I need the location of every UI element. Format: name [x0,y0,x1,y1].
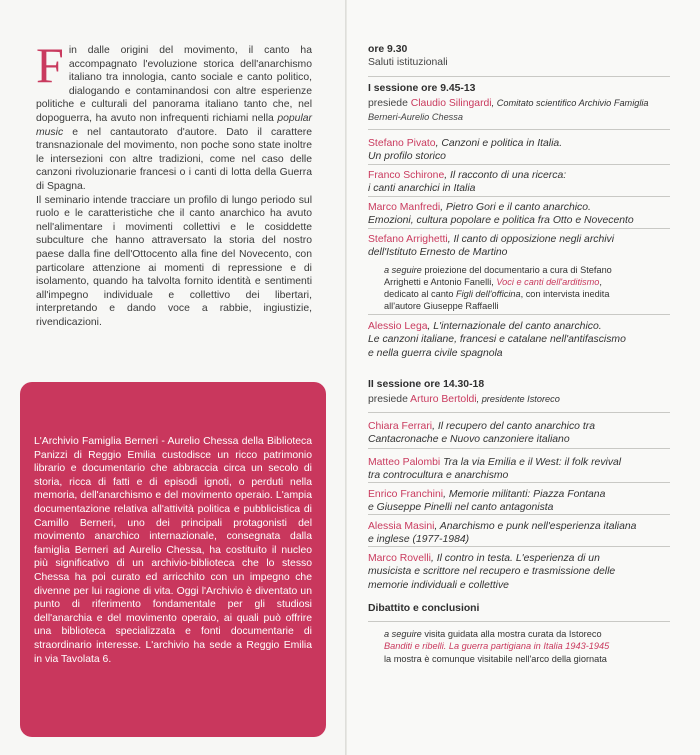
divider [368,621,670,622]
speaker: Alessio Lega [368,321,428,332]
talk: Enrico Franchini, Memorie militanti: Piazza Fontana e Giuseppe Pinelli nel canto antagonista [368,489,606,514]
divider [368,129,670,130]
session-2-title: II sessione ore 14.30-18 [368,379,485,390]
divider [368,228,670,229]
intro-p1-end: e nel cantautorato d'autore. Dato il carattere transnazionale del movimento, non poche sono state inoltre le intersezioni con altre tradizioni, come nel caso delle canzoni rivoluzionarie francesi o i canti di lotta della Guerra di Spagna. [36,126,312,192]
drop-cap: F [36,37,64,93]
divider [368,196,670,197]
opening [368,43,668,70]
chair-name: Arturo Bertoldi [410,394,477,406]
divider [368,514,670,515]
talk: Marco Rovelli, Il contro in testa. L'esperienza di un musicista e scrittore nel recupero e trasmissione delle memorie individuali e collettive [368,553,616,591]
talk: Marco Manfredi, Pietro Gori e il canto anarchico. Emozioni, cultura popolare e politica fra Otto e Novecento [368,202,634,227]
intro-text [36,37,312,329]
divider [368,412,670,413]
speaker: Franco Schirone [368,170,445,181]
speaker: Stefano Arrighetti [368,234,448,245]
talk: Franco Schirone, Il racconto di una ricerca: i canti anarchici in Italia [368,170,567,195]
speaker: Stefano Pivato [368,138,436,149]
intro-p2: Il seminario intende tracciare un profilo di lungo periodo sul ruolo e le caratteristiche che il canto anarchico ha avuto nell'alimentare i movimenti collettivi e le cosiddette subculture che hanno attraversato la storia del nostro paese dalla fine dell'Ottocento alla fine del Novecento, con particolare attenzione ai momenti di repressione e di isolamento, quando ha talvolta fornito identità e sentimenti all'impegno individuale e collettivo dei libertari, interpretando e dando voce a rabbie, ingiustizie, rivendicazioni. [36,194,312,328]
opening-text: Saluti istituzionali [368,57,448,69]
speaker: Enrico Franchini [368,489,444,500]
opening-time: ore 9.30 [368,44,408,55]
visit-note: a seguire visita guidata alla mostra curata da Istoreco Banditi e ribelli. La guerra partigiana in Italia 1943-1945 la mostra è comunque visitabile nell'arco della giornata [384,629,610,664]
divider [368,76,670,77]
talk: Stefano Arrighetti, Il canto di opposizione negli archivi dell'Istituto Ernesto de Martino [368,234,615,259]
exhibition-title: Banditi e ribelli. La guerra partigiana in Italia 1943-1945 [384,641,610,652]
session-1 [368,82,668,124]
speaker: Matteo Palombi [368,457,441,468]
talk: Stefano Pivato, Canzoni e politica in Italia. Un profilo storico [368,138,563,163]
chair-name: Claudio Silingardi [410,98,492,110]
talk: Chiara Ferrari, Il recupero del canto anarchico tra Cantacronache e Nuovo canzoniere italiano [368,421,595,446]
intro-p1-em: popular music [36,112,312,138]
speaker: Marco Manfredi [368,202,441,213]
speaker: Marco Rovelli [368,553,431,564]
divider [368,448,670,449]
speaker: Chiara Ferrari [368,421,433,432]
archive-text: L'Archivio Famiglia Berneri - Aurelio Chessa della Biblioteca Panizzi di Reggio Emilia custodisce un ricco patrimonio librario e documentario che abbraccia circa un secolo di storia, ricca di fatti e di episodi ignoti, o perduti nella memoria, dell'anarchismo e del movimento operaio. L'ampia documentazione relativa all'attività politica e pubblicistica di Camillo Berneri, uno dei principali protagonisti del movimento anarchico internazionale, consegnata dalla famiglia Berneri ad Aurelio Chessa, ha costituito il nucleo più significativo di un archivio-biblioteca che lo stesso Chessa ha poi curato ed arricchito con un impegno che divenne per lui ragione di vita. Oggi l'Archivio è diventato un punto di riferimento fondamentale per gli studiosi dell'anarchia e del movimento operaio, ai quali può offrire una biblioteca specializzata e fonti documentarie di straordinario interesse. L'archivio ha sede a Reggio Emilia in via Tavolata 6. [34,436,312,665]
session-1-title: I sessione ore 9.45-13 [368,83,476,94]
intro-p1: in dalle origini del movimento, il canto ha accompagnato l'evoluzione storica dell'anarchismo italiano tra innologia, canto sociale e canto politico, dialogando e contaminandosi con altre esperienze politiche e culturali del panorama italiano tanto che, nel dopoguerra, ha avuto non infrequenti richiami nella [36,45,312,124]
speaker: Alessia Masini [368,521,435,532]
divider [368,314,670,315]
closing-title: Dibattito e conclusioni [368,603,480,614]
documentary-note: a seguire proiezione del documentario a cura di Stefano Arrighetti e Antonio Fanelli, Voci e canti dell'arditismo, dedicato al canto Figli dell'officina, con intervista inedita all'autore Giuseppe Raffaelli [384,265,612,311]
talk-lega: Alessio Lega, L'internazionale del canto anarchico. Le canzoni italiane, francesi e catalane nell'antifascismo e nella guerra civile spagnola [368,321,626,359]
talk: Matteo Palombi Tra la via Emilia e il West: il folk revival tra controcultura e anarchismo [368,457,622,482]
divider [368,546,670,547]
closing [368,602,668,615]
session-2: II sessione ore 14.30-18 presiede Arturo Bertoldi, presidente Istoreco [368,378,668,407]
divider [368,164,670,165]
talk: Alessia Masini, Anarchismo e punk nell'esperienza italiana e inglese (1977-1984) [368,521,637,546]
film-title: Voci e canti dell'arditismo [496,277,600,287]
divider [368,482,670,483]
session-1-chair: presiede Claudio Silingardi, Comitato scientifico Archivio Famiglia Berneri-Aurelio Chessa [368,98,649,122]
